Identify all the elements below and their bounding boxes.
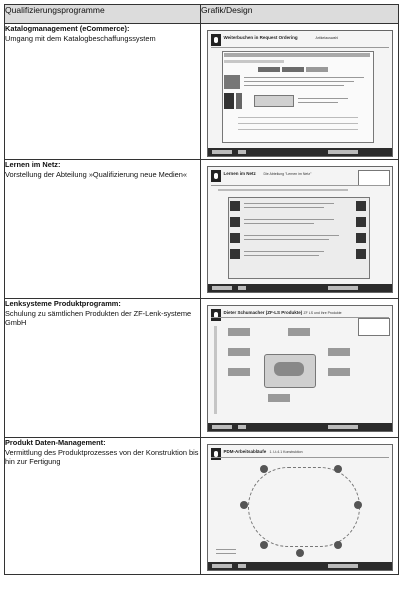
screenshot-produkt-daten-management <box>207 444 393 571</box>
table-header-row <box>5 5 399 24</box>
program-description: Vorstellung der Abteilung »Qualifizierung neue Medien« <box>5 169 188 179</box>
program-title: Katalogmanagement (eCommerce): <box>5 24 130 33</box>
screenshot-title: Dieter Schumacher (ZF-LS Produkte) <box>223 310 303 315</box>
design-screenshot-cell <box>201 438 399 575</box>
screenshot-title: PDM-Arbeitsabläufe <box>223 449 267 454</box>
logo-icon <box>211 170 221 182</box>
screenshot-subtitle: 1. Lt.4.1 Konstruktion <box>269 450 303 454</box>
screenshot-lenksysteme <box>207 305 393 432</box>
program-title: Lernen im Netz: <box>5 160 61 169</box>
table-row <box>5 24 399 160</box>
logo-icon <box>211 34 221 46</box>
table-row <box>5 438 399 575</box>
screenshot-subtitle: Die Abteilung "Lernen im Netz" <box>263 172 312 176</box>
design-screenshot-cell <box>201 160 399 299</box>
program-description: Schulung zu sämtlichen Produkten der ZF-Lenk-systeme GmbH <box>5 308 192 328</box>
screenshot-lernen-im-netz <box>207 166 393 293</box>
navigation-bar <box>208 284 392 292</box>
column-header-design: Grafik/Design <box>201 5 399 24</box>
table-row <box>5 160 399 299</box>
program-description-cell <box>5 24 201 160</box>
table-row <box>5 299 399 438</box>
navigation-bar <box>208 148 392 156</box>
program-table <box>4 4 399 575</box>
program-description: Vermittlung des Produktprozesses von der Konstruktion bis hin zur Fertigung <box>5 447 199 467</box>
design-screenshot-cell <box>201 299 399 438</box>
program-description-cell <box>5 299 201 438</box>
navigation-bar <box>208 562 392 570</box>
program-title: Lenksysteme Produktprogramm: <box>5 299 121 308</box>
design-screenshot-cell <box>201 24 399 160</box>
screenshot-subtitle: ZF LS und ihre Produkte <box>303 311 342 315</box>
logo-icon <box>211 309 221 321</box>
program-title: Produkt Daten-Management: <box>5 438 106 447</box>
navigation-bar <box>208 423 392 431</box>
program-description-cell <box>5 438 201 575</box>
screenshot-katalogmanagement <box>207 30 393 157</box>
program-description: Umgang mit dem Katalogbeschaffungssystem <box>5 33 156 43</box>
column-header-programs: Qualifizierungsprogramme <box>5 5 201 24</box>
screenshot-subtitle: Artikelauswahl <box>315 36 339 40</box>
screenshot-title: Weiterbuchen in Request Ordering <box>223 35 298 40</box>
program-description-cell <box>5 160 201 299</box>
screenshot-title: Lernen im Netz <box>223 171 256 176</box>
logo-icon <box>211 448 221 460</box>
